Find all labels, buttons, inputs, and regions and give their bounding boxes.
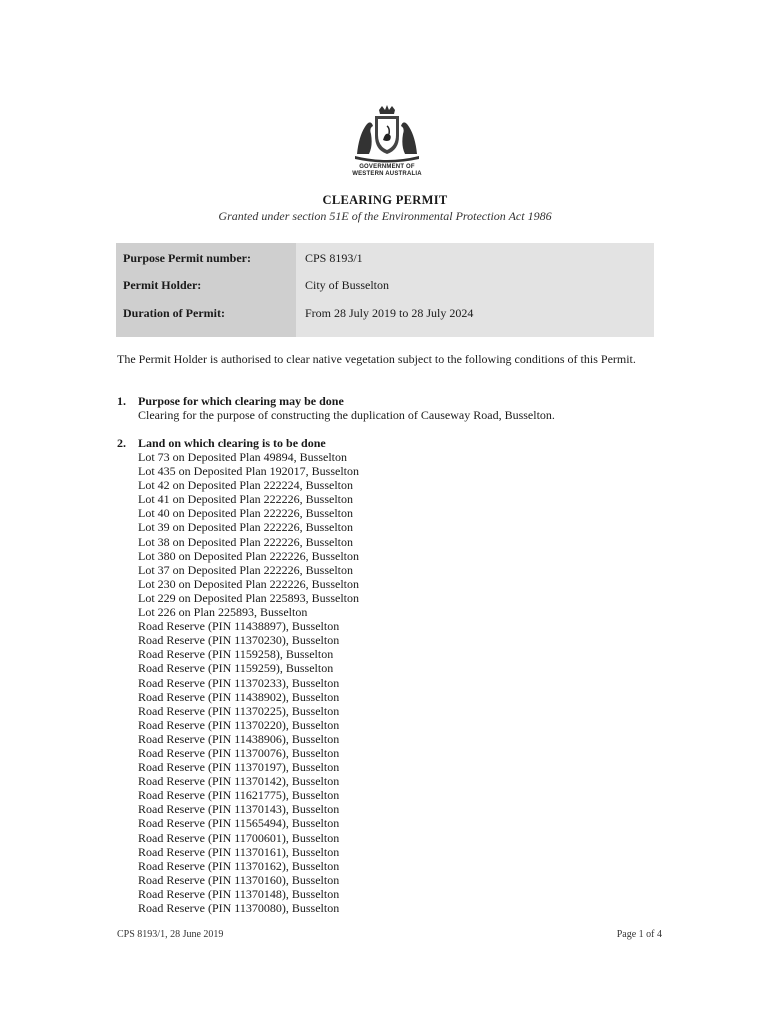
- permit-duration-label: Duration of Permit:: [123, 306, 225, 320]
- land-parcel-item: Road Reserve (PIN 11370197), Busselton: [138, 760, 340, 775]
- land-parcel-item: Road Reserve (PIN 11370160), Busselton: [138, 872, 340, 887]
- land-parcel-item: Lot 230 on Deposited Plan 222226, Busselton: [138, 576, 359, 591]
- land-parcel-item: Road Reserve (PIN 11438902), Busselton: [138, 689, 340, 704]
- land-parcel-item: Lot 435 on Deposited Plan 192017, Busselton: [138, 464, 359, 479]
- land-parcel-item: Road Reserve (PIN 11370143), Busselton: [138, 802, 340, 817]
- land-parcel-item: Lot 73 on Deposited Plan 49894, Busselton: [138, 450, 347, 464]
- land-parcel-item: Lot 37 on Deposited Plan 222226, Busselton: [138, 562, 353, 577]
- footer-reference: CPS 8193/1, 28 June 2019: [117, 929, 224, 940]
- land-parcel-item: Road Reserve (PIN 11370225), Busselton: [138, 703, 340, 718]
- permit-holder-row: [0, 278, 770, 298]
- land-parcel-item: Lot 39 on Deposited Plan 222226, Busselton: [138, 520, 353, 535]
- land-parcel-item: Road Reserve (PIN 11370233), Busselton: [138, 675, 340, 690]
- permit-number-value: CPS 8193/1: [305, 251, 363, 265]
- land-parcel-item: Road Reserve (PIN 11370148), Busselton: [138, 886, 340, 901]
- land-parcel-list: [138, 450, 359, 915]
- land-parcel-item: Lot 40 on Deposited Plan 222226, Busselton: [138, 506, 353, 521]
- land-parcel-item: Lot 42 on Deposited Plan 222224, Busselton: [138, 478, 353, 493]
- permit-duration-value: From 28 July 2019 to 28 July 2024: [305, 306, 474, 320]
- section-1-heading: Purpose for which clearing may be done: [138, 394, 344, 408]
- footer-page-number: Page 1 of 4: [616, 929, 662, 940]
- land-parcel-item: Lot 41 on Deposited Plan 222226, Busselton: [138, 492, 353, 507]
- land-parcel-item: Road Reserve (PIN 1159259), Busselton: [138, 661, 334, 676]
- permit-holder-label: Permit Holder:: [123, 278, 202, 292]
- permit-number-label: Purpose Permit number:: [123, 251, 251, 265]
- land-parcel-item: Road Reserve (PIN 11565494), Busselton: [138, 816, 340, 831]
- section-1-body: Clearing for the purpose of constructing the duplication of Causeway Road, Busselton.: [138, 408, 555, 422]
- land-parcel-item: Road Reserve (PIN 11438897), Busselton: [138, 619, 340, 634]
- section-2-number: 2.: [117, 436, 126, 450]
- permit-duration-row: [0, 306, 770, 326]
- section-2-heading: Land on which clearing is to be done: [138, 436, 326, 450]
- land-parcel-item: Road Reserve (PIN 11370161), Busselton: [138, 844, 340, 859]
- gov-line-1: GOVERNMENT OF: [359, 164, 415, 170]
- land-parcel-item: Road Reserve (PIN 11438906), Busselton: [138, 731, 340, 746]
- land-parcel-item: Lot 226 on Plan 225893, Busselton: [138, 605, 308, 620]
- section-1-number: 1.: [117, 394, 126, 408]
- permit-holder-value: City of Busselton: [305, 278, 390, 292]
- land-parcel-item: Road Reserve (PIN 11370230), Busselton: [138, 633, 340, 648]
- land-parcel-item: Road Reserve (PIN 11370220), Busselton: [138, 717, 340, 732]
- land-parcel-item: Road Reserve (PIN 11700601), Busselton: [138, 830, 340, 845]
- gov-line-2: WESTERN AUSTRALIA: [352, 171, 422, 177]
- permit-number-row: [0, 251, 770, 271]
- document-subtitle: Granted under section 51E of the Environmental Protection Act 1986: [218, 209, 552, 223]
- land-parcel-item: Road Reserve (PIN 11621775), Busselton: [138, 788, 340, 803]
- land-parcel-item: Road Reserve (PIN 11370076), Busselton: [138, 745, 340, 760]
- land-parcel-item: Lot 229 on Deposited Plan 225893, Busselton: [138, 590, 359, 605]
- land-parcel-item: Road Reserve (PIN 11370162), Busselton: [138, 858, 340, 873]
- land-parcel-item: Road Reserve (PIN 11370142), Busselton: [138, 774, 340, 789]
- intro-paragraph: The Permit Holder is authorised to clear native vegetation subject to the following conditions of this Permit.: [117, 352, 636, 366]
- document-title: CLEARING PERMIT: [322, 193, 448, 207]
- land-parcel-item: Road Reserve (PIN 11370080), Busselton: [138, 901, 340, 915]
- land-parcel-item: Road Reserve (PIN 1159258), Busselton: [138, 647, 334, 662]
- land-parcel-item: Lot 380 on Deposited Plan 222226, Busselton: [138, 548, 359, 563]
- land-parcel-item: Lot 38 on Deposited Plan 222226, Busselton: [138, 534, 353, 549]
